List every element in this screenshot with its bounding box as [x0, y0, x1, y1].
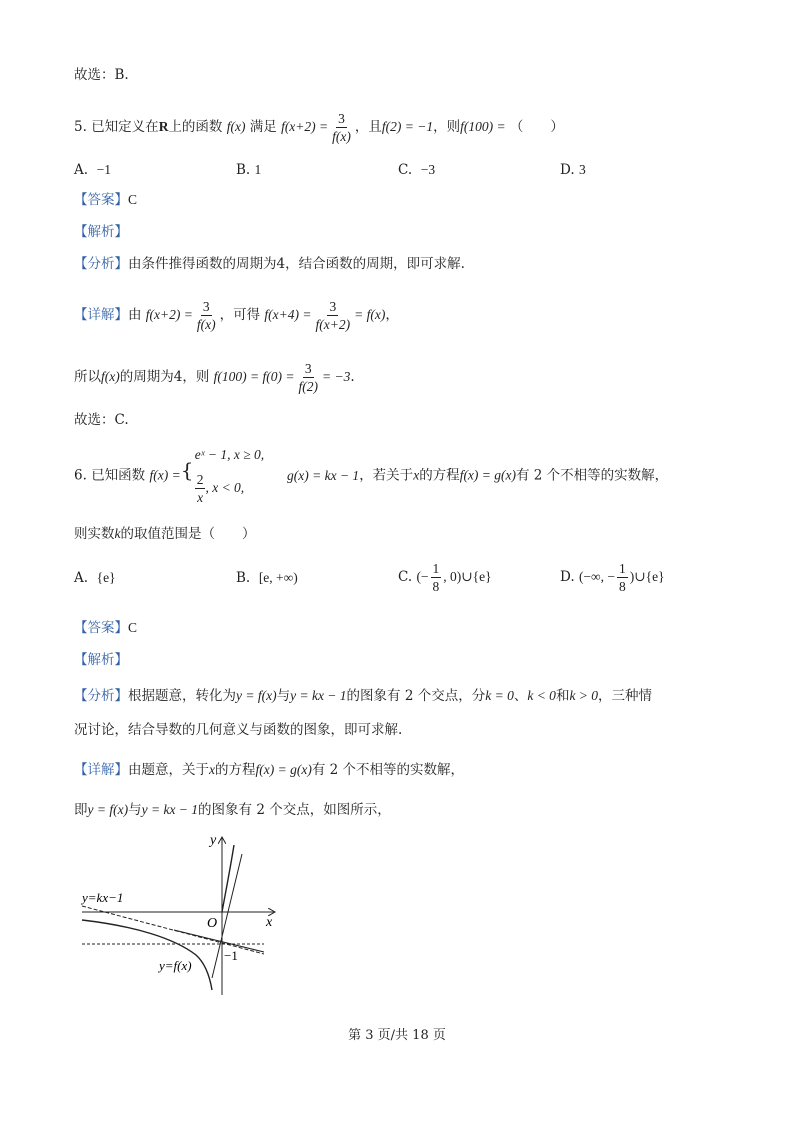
q5-option-b: B. 1 — [236, 162, 262, 178]
q6-option-d: D. (−∞, − $\frac{1}{8}$ )∪{e} — [560, 561, 665, 594]
fraction: $\frac{3}{f(x)}$ — [332, 111, 351, 144]
q5-choose: 故选：C. — [74, 412, 129, 428]
question-6-stem: 6. 已知函数 f(x) = { eˣ − 1, x ≥ 0, $\frac{2}{x}$ , x < 0, g(x) = kx − 1，若关于x的方程f(x) = g(x)有 2 个不相等的实数解， — [74, 447, 669, 505]
q6-fenxi: 【分析】根据题意，转化为y = f(x)与y = kx − 1的图象有 2 个交点，分k = 0、k < 0和k > 0，三种情 — [74, 688, 653, 704]
fraction: $\frac{3}{f(x+2)}$ — [315, 299, 351, 332]
origin-label: O — [207, 916, 218, 931]
function-graph — [74, 830, 284, 1000]
x-axis-label: x — [266, 915, 273, 930]
fraction: $\frac{3}{f(x)}$ — [196, 299, 216, 332]
line-kx-minus-1-dashed — [82, 906, 264, 954]
question-5-stem: 5. 已知定义在R上的函数 f(x) 满足 f(x+2) = $\frac{3}{f(x)}$ ，且f(2) = −1，则f(100) = （ ） — [74, 111, 564, 144]
previous-answer-line: 故选：B. — [74, 67, 129, 83]
q5-period-line: 所以f(x)的周期为4，则 f(100) = f(0) = $\frac{3}{f(2)}$ = −3. — [74, 361, 355, 394]
piecewise-function: { eˣ − 1, x ≥ 0, $\frac{2}{x}$ , x < 0, — [180, 447, 265, 505]
page-footer: 第 3 页/共 18 页 — [348, 1028, 446, 1043]
q6-option-a: A. {e} — [74, 570, 116, 586]
q6-stem-line-2: 则实数k的取值范围是（ ） — [74, 526, 256, 542]
q6-ji-line: 即y = f(x)与y = kx − 1的图象有 2 个交点，如图所示， — [74, 802, 391, 818]
q6-option-c: C. (− $\frac{1}{8}$ , 0)∪{e} — [398, 561, 492, 594]
q5-answer: 【答案】C — [74, 192, 138, 208]
q6-fenxi-line-2: 况讨论，结合导数的几何意义与函数的图象，即可求解. — [74, 722, 403, 738]
line-label: y=kx−1 — [82, 890, 124, 905]
q5-xiangjie: 【详解】由 f(x+2) = $\frac{3}{f(x)}$ ，可得 f(x+4) = $\frac{3}{f(x+2)}$ = f(x)， — [74, 299, 399, 332]
q6-analysis-tag: 【解析】 — [74, 652, 128, 668]
question-number: 5. — [74, 119, 87, 135]
y-axis-label: y — [210, 833, 217, 848]
q5-option-a: A. −1 — [74, 162, 112, 178]
curve-label: y=f(x) — [159, 958, 192, 973]
q5-fenxi: 【分析】由条件推得函数的周期为4，结合函数的周期，即可求解. — [74, 256, 465, 272]
q6-xiangjie: 【详解】由题意，关于x的方程f(x) = g(x)有 2 个不相等的实数解， — [74, 762, 464, 778]
q6-answer: 【答案】C — [74, 620, 138, 636]
q6-option-b: B. [e, +∞) — [236, 570, 298, 586]
fraction: $\frac{3}{f(2)}$ — [298, 361, 318, 394]
question-number: 6. — [74, 467, 87, 484]
curve-negative-branch — [82, 920, 212, 990]
curve-positive-branch — [222, 845, 234, 912]
q5-option-d: D. 3 — [560, 162, 586, 178]
minus-one-label: −1 — [224, 948, 238, 963]
q5-option-c: C. −3 — [398, 162, 436, 178]
q5-analysis-tag: 【解析】 — [74, 224, 128, 240]
